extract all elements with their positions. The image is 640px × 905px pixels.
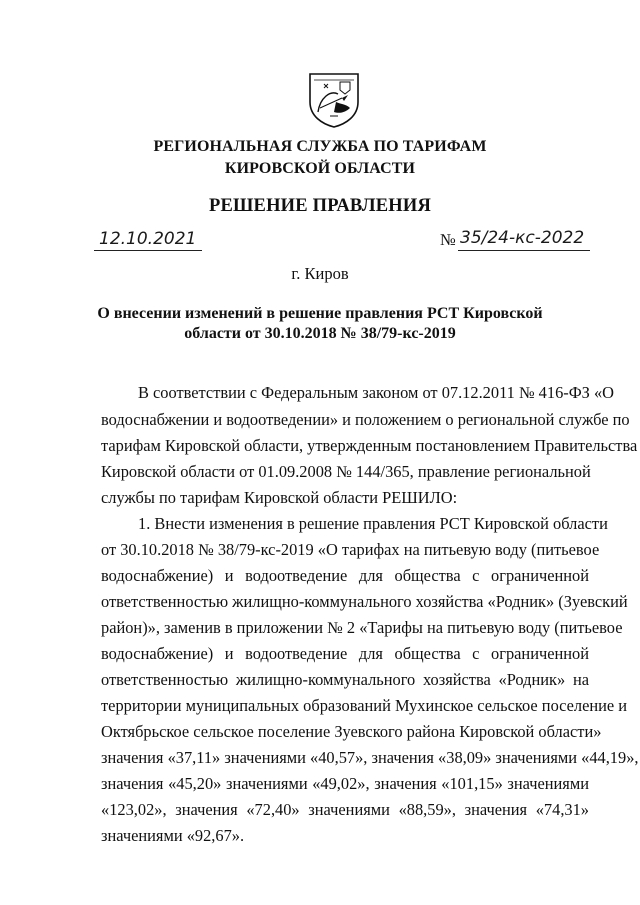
body-line: район)», заменив в приложении № 2 «Тарифы на питьевую воду (питьевое	[101, 618, 623, 637]
body-line: водоснабжении и водоотведении» и положением о региональной службе по	[101, 410, 630, 429]
body-line: Кировской области от 01.09.2008 № 144/365, правление региональной	[101, 462, 591, 481]
body-line: Октябрьское сельское поселение Зуевского района Кировской области»	[101, 722, 602, 741]
number-sign: №	[440, 230, 456, 249]
number-underline	[458, 250, 590, 251]
subject-line-1: О внесении изменений в решение правления РСТ Кировской	[97, 305, 543, 322]
body-line: значениями «92,67».	[101, 826, 245, 845]
body-line: водоснабжение) и водоотведение для общества с ограниченной	[101, 566, 589, 585]
handwritten-number: 35/24-кс-2022	[460, 228, 585, 248]
org-name-line-1: РЕГИОНАЛЬНАЯ СЛУЖБА ПО ТАРИФАМ	[153, 138, 487, 155]
city: г. Киров	[291, 264, 349, 283]
body-line: значения «37,11» значениями «40,57», значения «38,09» значениями «44,19»,	[101, 748, 639, 767]
subject-line-2: области от 30.10.2018 № 38/79-кс-2019	[184, 325, 456, 342]
body-line: от 30.10.2018 № 38/79-кс-2019 «О тарифах на питьевую воду (питьевое	[101, 540, 600, 559]
date-underline	[94, 250, 202, 251]
document-title: РЕШЕНИЕ ПРАВЛЕНИЯ	[208, 196, 432, 216]
body-line: В соответствии с Федеральным законом от 07.12.2011 № 416-ФЗ «О	[138, 383, 615, 402]
body-line: значения «45,20» значениями «49,02», значения «101,15» значениями	[101, 774, 589, 793]
body-line: 1. Внести изменения в решение правления РСТ Кировской области	[138, 514, 608, 533]
body-line: службы по тарифам Кировской области РЕШИЛО:	[101, 488, 458, 507]
org-name-line-2: КИРОВСКОЙ ОБЛАСТИ	[224, 160, 416, 177]
body-line: «123,02», значения «72,40» значениями «88,59», значения «74,31»	[101, 800, 589, 819]
body-line: ответственностью жилищно-коммунального хозяйства «Родник» на	[101, 670, 589, 689]
body-line: водоснабжение) и водоотведение для общества с ограниченной	[101, 644, 589, 663]
coat-of-arms-icon	[306, 68, 362, 128]
body-line: территории муниципальных образований Мухинское сельское поселение и	[101, 696, 628, 715]
body-line: тарифам Кировской области, утвержденным постановлением Правительства	[101, 436, 638, 455]
body-line: ответственностью жилищно-коммунального хозяйства «Родник» (Зуевский	[101, 592, 628, 611]
handwritten-date: 12.10.2021	[99, 229, 197, 249]
